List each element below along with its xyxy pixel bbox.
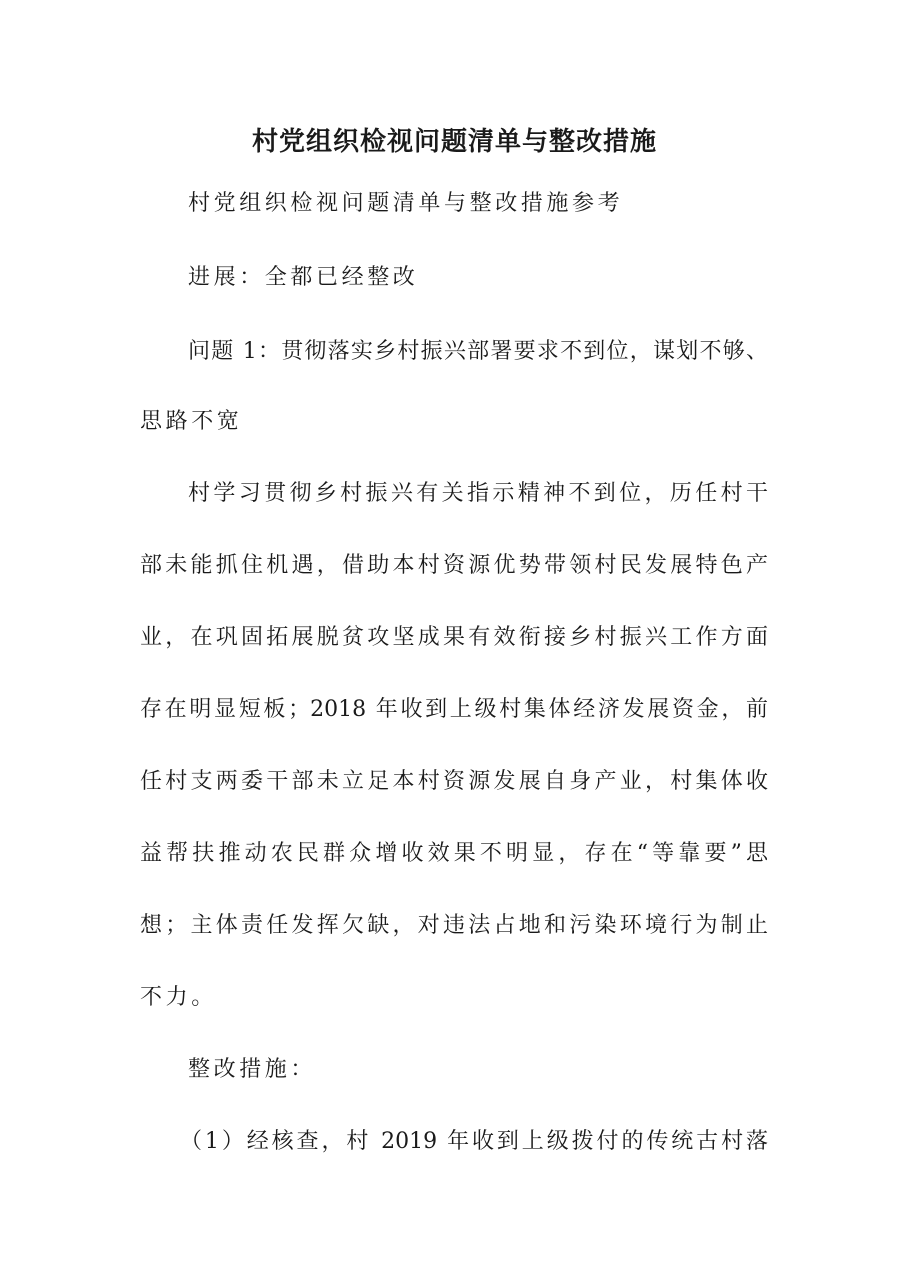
- measures-heading: 整改措施：: [188, 1057, 317, 1082]
- problem-heading-line-2: 思路不宽: [140, 409, 243, 434]
- body-line-7: 想；主体责任发挥欠缺，对违法占地和污染环境行为制止: [140, 913, 768, 938]
- subtitle-line: 村党组织检视问题清单与整改措施参考: [188, 191, 624, 216]
- body-line-5: 任村支两委干部未立足本村资源发展自身产业，村集体收: [140, 769, 768, 794]
- body-line-8: 不力。: [140, 985, 217, 1010]
- document-title: 村党组织检视问题清单与整改措施: [251, 127, 657, 157]
- body-line-2: 部未能抓住机遇，借助本村资源优势带领村民发展特色产: [140, 553, 768, 578]
- body-line-6: 益帮扶推动农民群众增收效果不明显，存在“等靠要”思: [140, 841, 768, 866]
- measure-line-1: （1）经核查，村 2019 年收到上级拨付的传统古村落: [180, 1129, 768, 1154]
- progress-line: 进展：全都已经整改: [188, 265, 419, 290]
- body-line-4: 存在明显短板；2018 年收到上级村集体经济发展资金，前: [140, 697, 768, 722]
- body-line-1: 村学习贯彻乡村振兴有关指示精神不到位，历任村干: [188, 481, 768, 506]
- body-line-3: 业，在巩固拓展脱贫攻坚成果有效衔接乡村振兴工作方面: [140, 625, 768, 650]
- problem-heading-line-1: 问题 1：贯彻落实乡村振兴部署要求不到位，谋划不够、: [188, 339, 768, 364]
